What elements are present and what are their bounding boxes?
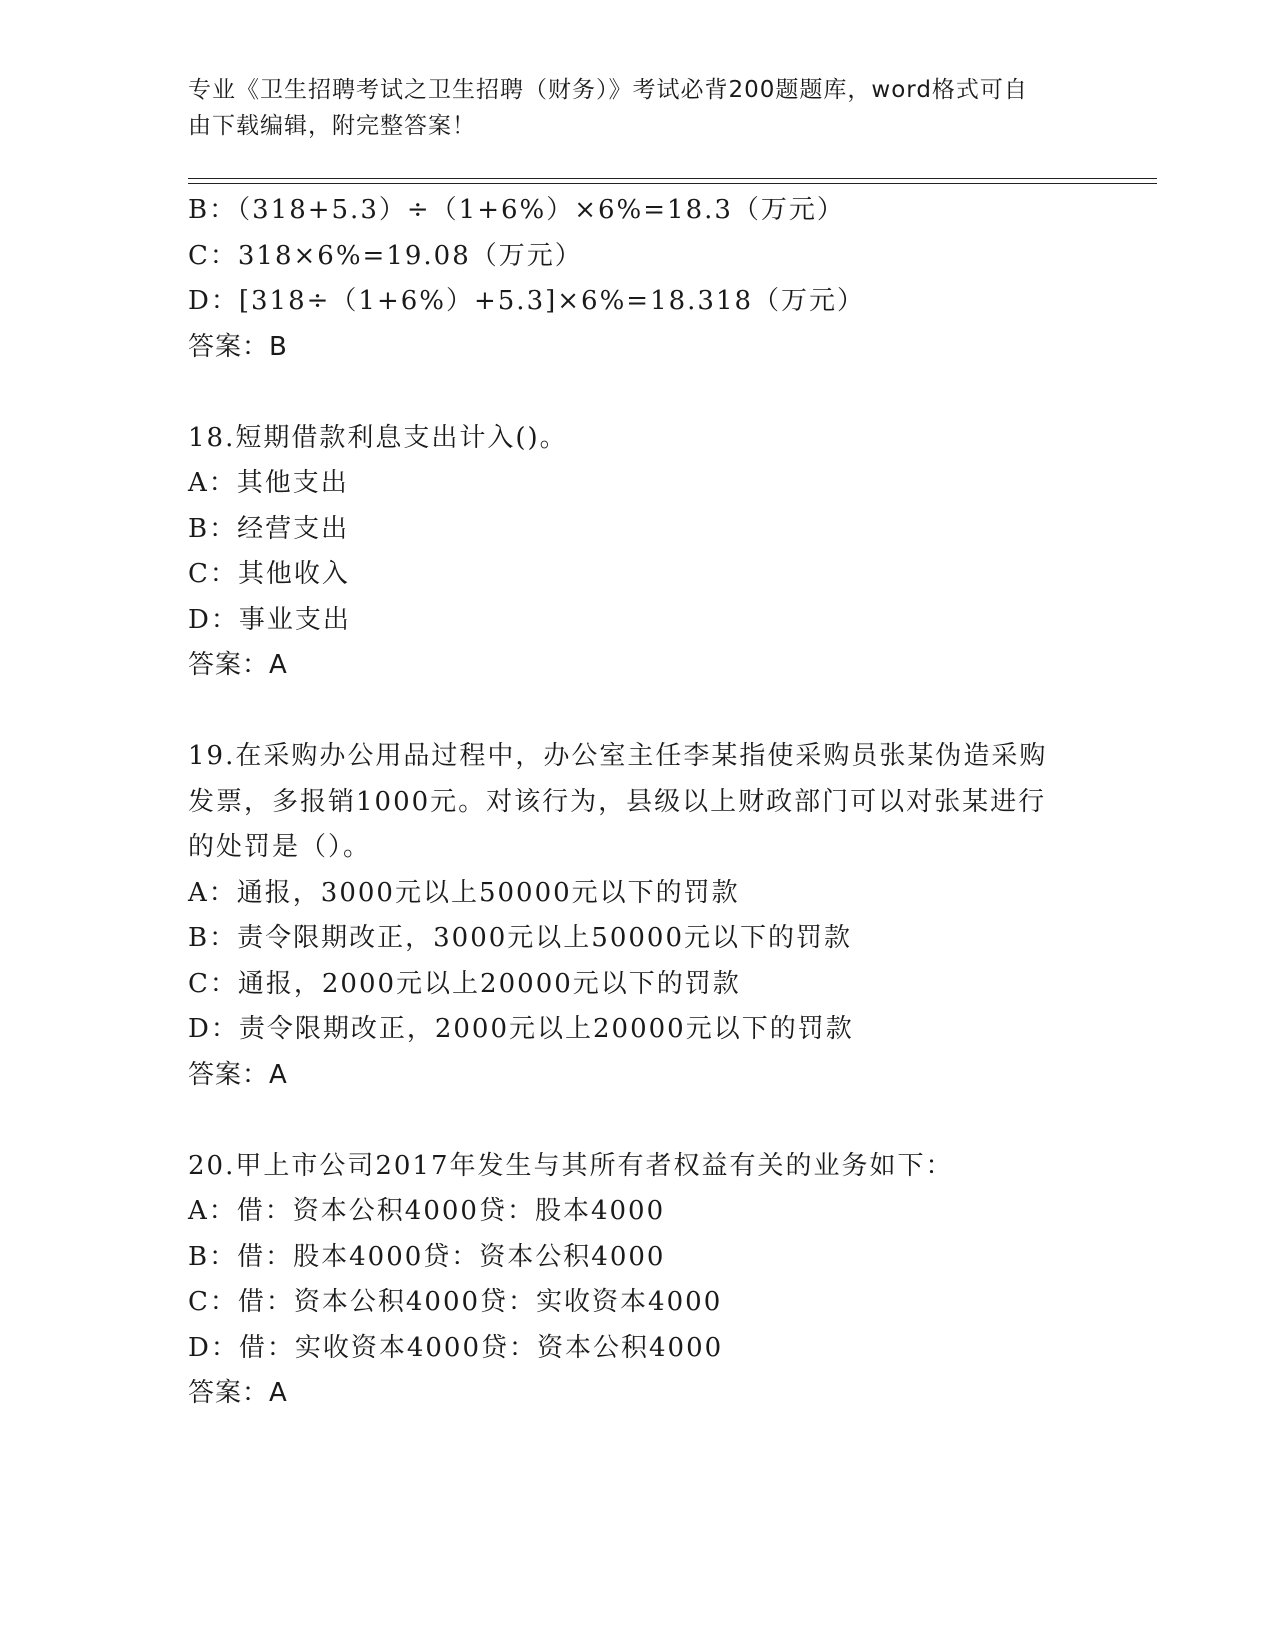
option-c: C：其他收入 — [188, 559, 350, 589]
answer-line: 答案：A — [188, 1378, 288, 1408]
header-divider-bottom — [188, 183, 1157, 184]
option-a: A：借：资本公积4000贷：股本4000 — [188, 1196, 666, 1226]
option-a: A：通报，3000元以上50000元以下的罚款 — [188, 877, 740, 908]
answer-line: 答案：A — [188, 650, 288, 680]
option-c: C：借：资本公积4000贷：实收资本4000 — [188, 1287, 723, 1317]
option-d: D：责令限期改正，2000元以上20000元以下的罚款 — [188, 1014, 854, 1044]
question-stem: 20.甲上市公司2017年发生与其所有者权益有关的业务如下： — [188, 1150, 954, 1181]
option-b: B：（318+5.3）÷（1+6%）×6%=18.3（万元） — [188, 195, 845, 225]
option-c: C：通报，2000元以上20000元以下的罚款 — [188, 968, 741, 999]
question-stem: 19.在采购办公用品过程中，办公室主任李某指使采购员张某伪造采购 — [188, 741, 1048, 771]
option-b: B：经营支出 — [188, 513, 350, 544]
question-17-continued — [188, 188, 1088, 370]
answer-line: 答案：B — [188, 331, 288, 362]
document-body — [188, 188, 1088, 1417]
header-line-2: 由下载编辑，附完整答案！ — [188, 113, 476, 139]
answer-line: 答案：A — [188, 1059, 288, 1090]
option-d: D：借：实收资本4000贷：资本公积4000 — [188, 1332, 724, 1363]
header-line-1: 专业《卫生招聘考试之卫生招聘（财务）》考试必背200题题库，word格式可自 — [188, 77, 1028, 103]
option-d: D：事业支出 — [188, 604, 351, 635]
question-stem: 的处罚是（）。 — [188, 832, 372, 862]
question-stem: 发票，多报销1000元。对该行为，县级以上财政部门可以对张某进行 — [188, 786, 1047, 817]
option-a: A：其他支出 — [188, 468, 349, 498]
option-b: B：责令限期改正，3000元以上50000元以下的罚款 — [188, 923, 852, 953]
question-20 — [188, 1144, 1088, 1417]
document-header — [188, 72, 1088, 144]
option-c: C：318×6%=19.08（万元） — [188, 240, 583, 271]
header-divider-top — [188, 178, 1157, 179]
question-19 — [188, 734, 1088, 1098]
question-18 — [188, 416, 1088, 689]
question-stem: 18.短期借款利息支出计入()。 — [188, 422, 568, 453]
option-b: B：借：股本4000贷：资本公积4000 — [188, 1241, 666, 1272]
option-d: D：[318÷（1+6%）+5.3]×6%=18.318（万元） — [188, 286, 866, 316]
